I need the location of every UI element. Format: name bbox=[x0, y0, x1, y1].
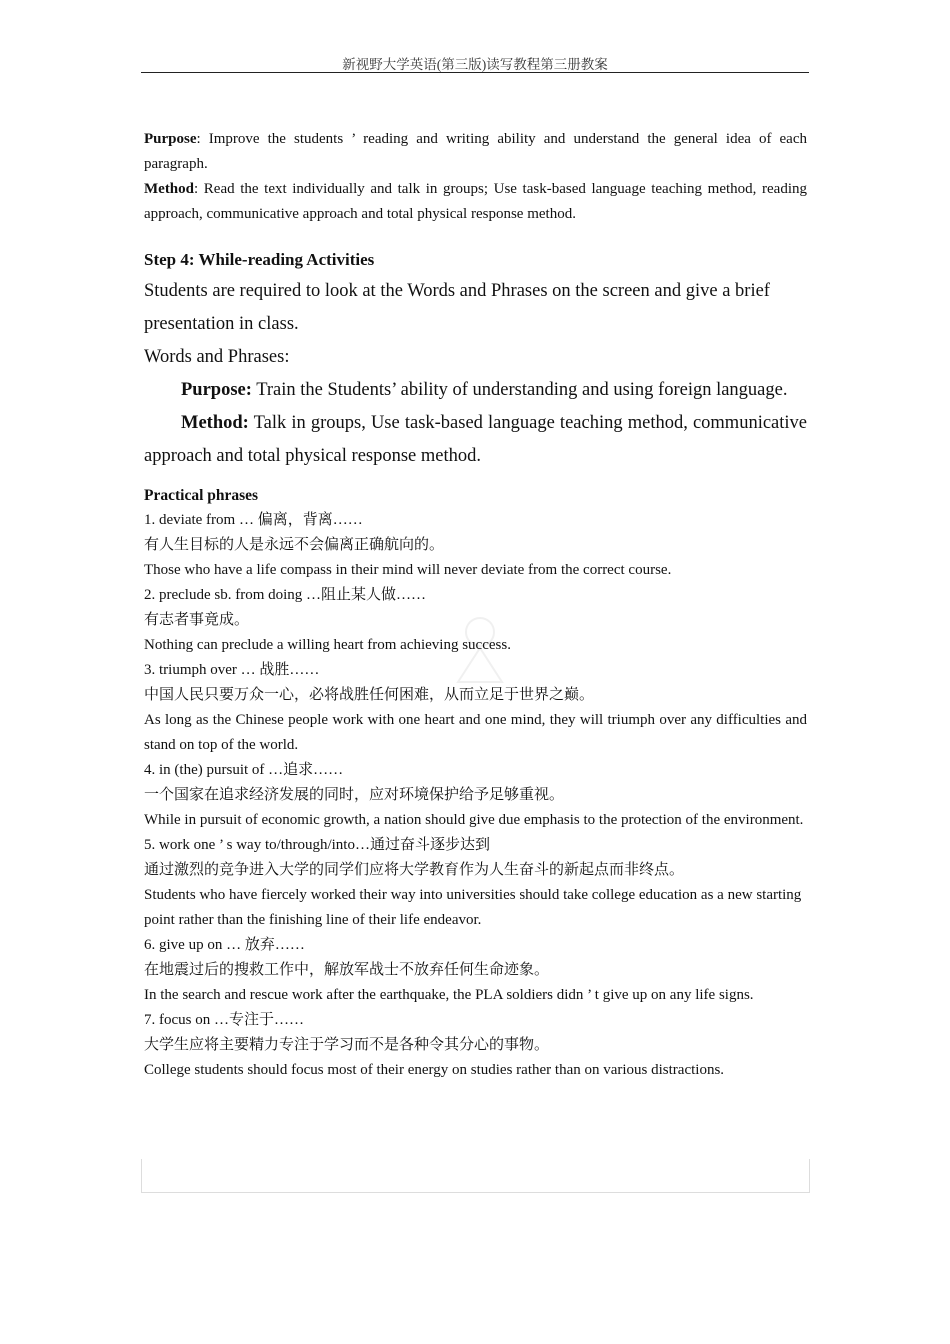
phrase-example-cn: 在地震过后的搜救工作中，解放军战士不放弃任何生命迹象。 bbox=[144, 962, 550, 978]
intro-method bbox=[144, 177, 807, 227]
header-rule bbox=[141, 72, 809, 73]
step4-instruction: Students are required to look at the Words and Phrases on the screen and give a brief presentation in class. bbox=[144, 281, 770, 334]
intro-method-label: Method bbox=[144, 181, 194, 197]
phrase-term: 6. give up on … 放弃…… bbox=[144, 937, 305, 953]
phrase-term: 5. work one ’ s way to/through/into…通过奋斗逐步达到 bbox=[144, 837, 490, 853]
phrase-item-7 bbox=[144, 1008, 807, 1083]
intro-purpose-label: Purpose bbox=[144, 131, 197, 147]
phrase-example-en: Students who have fiercely worked their way into universities should take college education as a new starting point rather than the finishing line of their life endeavor. bbox=[144, 887, 802, 928]
step4-heading: Step 4: While-reading Activities bbox=[144, 250, 375, 269]
phrase-term: 2. preclude sb. from doing …阻止某人做…… bbox=[144, 587, 427, 603]
phrase-item-1 bbox=[144, 508, 807, 583]
phrase-item-6 bbox=[144, 933, 807, 1008]
phrase-example-en: While in pursuit of economic growth, a nation should give due emphasis to the protection of the environment. bbox=[144, 812, 804, 828]
phrase-term: 7. focus on …专注于…… bbox=[144, 1012, 304, 1028]
phrase-term: 1. deviate from … 偏离，背离…… bbox=[144, 512, 363, 528]
step4-method bbox=[144, 407, 807, 473]
intro-purpose-text: : Improve the students ’ reading and writing ability and understand the general idea of each paragraph. bbox=[144, 131, 807, 172]
phrase-example-cn: 通过激烈的竞争进入大学的同学们应将大学教育作为人生奋斗的新起点而非终点。 bbox=[144, 862, 685, 878]
intro-purpose bbox=[144, 127, 807, 177]
phrase-example-cn: 有志者事竟成。 bbox=[144, 612, 250, 628]
phrase-item-5 bbox=[144, 833, 807, 933]
phrase-example-cn: 有人生目标的人是永远不会偏离正确航向的。 bbox=[144, 537, 445, 553]
phrase-example-cn: 中国人民只要万众一心，必将战胜任何困难，从而立足于世界之巅。 bbox=[144, 687, 595, 703]
phrase-example-en: College students should focus most of their energy on studies rather than on various distractions. bbox=[144, 1062, 725, 1078]
phrase-item-2 bbox=[144, 583, 807, 658]
phrase-item-3 bbox=[144, 658, 807, 758]
phrase-term: 4. in (the) pursuit of …追求…… bbox=[144, 762, 344, 778]
phrase-example-cn: 大学生应将主要精力专注于学习而不是各种令其分心的事物。 bbox=[144, 1037, 550, 1053]
phrase-example-cn: 一个国家在追求经济发展的同时，应对环境保护给予足够重视。 bbox=[144, 787, 565, 803]
phrase-example-en: Those who have a life compass in their mind will never deviate from the correct course. bbox=[144, 562, 672, 578]
phrase-example-en: As long as the Chinese people work with one heart and one mind, they will triumph over any difficulties and stand on top of the world. bbox=[144, 712, 807, 753]
words-phrases-label: Words and Phrases: bbox=[144, 347, 290, 367]
document-body bbox=[144, 127, 807, 1083]
phrase-example-en: Nothing can preclude a willing heart from achieving success. bbox=[144, 637, 511, 653]
footer-box bbox=[141, 1159, 810, 1193]
step4-method-text: Talk in groups, Use task-based language teaching method, communicative approach and total physical response method. bbox=[144, 413, 807, 466]
intro-method-text: : Read the text individually and talk in groups; Use task-based language teaching method, reading approach, communicative approach and total physical response method. bbox=[144, 181, 807, 222]
practical-phrases-heading: Practical phrases bbox=[144, 487, 259, 504]
step4-purpose-text: Train the Students’ ability of understanding and using foreign language. bbox=[251, 380, 788, 400]
phrase-item-4 bbox=[144, 758, 807, 833]
step4-method-label: Method: bbox=[181, 413, 249, 433]
step4-purpose-label: Purpose: bbox=[181, 380, 252, 400]
phrase-example-en: In the search and rescue work after the earthquake, the PLA soldiers didn ’ t give up on any life signs. bbox=[144, 987, 754, 1003]
step4-purpose bbox=[144, 374, 807, 407]
page-header: 新视野大学英语(第三版)读写教程第三册教案 bbox=[342, 57, 608, 72]
phrase-term: 3. triumph over … 战胜…… bbox=[144, 662, 320, 678]
